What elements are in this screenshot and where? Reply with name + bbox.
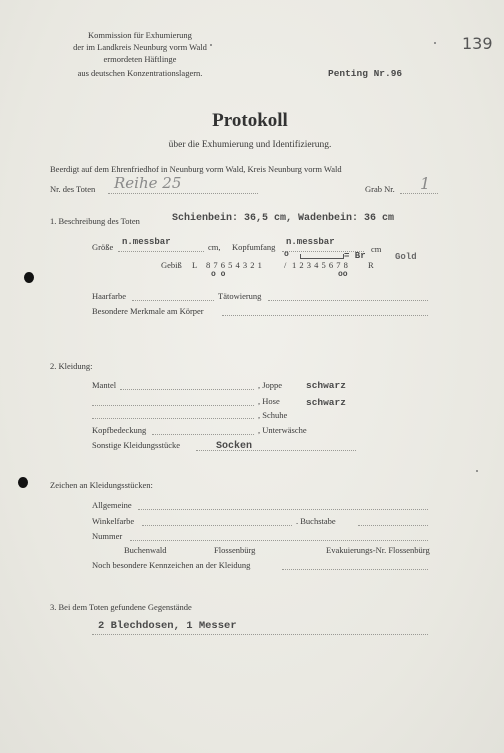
headwear-line: [152, 434, 254, 435]
teeth-right-numbers: 1 2 3 4 5 6 7 8: [292, 260, 349, 270]
number-line: [130, 540, 428, 541]
other-marks-label: Noch besondere Kennzeichen an der Kleidung: [92, 560, 251, 570]
dead-number-line: [108, 193, 258, 194]
page-subtitle: über die Exhumierung und Identifizierung.: [168, 140, 332, 150]
head-circumference-label: Kopfumfang: [232, 242, 276, 252]
dead-number-label: Nr. des Toten: [50, 184, 96, 194]
general-label: Allgemeine: [92, 500, 132, 510]
grave-number-line: [400, 193, 438, 194]
found-items-line: [92, 634, 428, 635]
coat-line: [120, 389, 254, 390]
page-number: 139: [462, 34, 493, 53]
org-line-3: ermordeten Häftlinge: [103, 54, 177, 64]
general-line: [138, 509, 428, 510]
letter-label: . Buchstabe: [296, 516, 336, 526]
teeth-right-label: R: [368, 260, 374, 270]
punch-hole-bottom: [18, 477, 28, 488]
size-value: n.messbar: [122, 237, 171, 247]
grave-number-value: 1: [420, 174, 431, 193]
trousers-line-left: [92, 405, 254, 406]
page-title: Protokoll: [212, 110, 288, 131]
paper-speck: [210, 44, 212, 46]
head-circumference-value: n.messbar: [286, 237, 335, 247]
teeth-separator: /: [284, 260, 287, 270]
lower-teeth-marks-left: o o: [211, 270, 226, 279]
section3-heading: 3. Bei dem Toten gefundene Gegenstände: [50, 602, 192, 612]
shoes-label: , Schuhe: [258, 410, 288, 420]
paper-speck: [476, 470, 478, 472]
size-label: Größe: [92, 242, 114, 252]
hair-color-label: Haarfarbe: [92, 291, 126, 301]
hair-color-line: [132, 300, 214, 301]
special-marks-label: Besondere Merkmale am Körper: [92, 306, 204, 316]
burial-text: Beerdigt auf dem Ehrenfriedhof in Neunburg vorm Wald, Kreis Neunburg vorm Wald: [50, 164, 342, 174]
org-line-4: aus deutschen Konzentrationslagern.: [77, 68, 203, 78]
org-line-2: der im Landkreis Neunburg vorm Wald: [73, 42, 207, 52]
teeth-label: Gebiß: [161, 260, 182, 270]
other-marks-line: [282, 569, 428, 570]
size-line: [118, 251, 204, 252]
section1-heading: 1. Beschreibung des Toten: [50, 216, 140, 226]
paper-speck: [434, 42, 436, 44]
letter-line: [358, 525, 428, 526]
headwear-label: Kopfbedeckung: [92, 425, 147, 435]
tattoo-label: Tätowierung: [218, 291, 262, 301]
upper-teeth-marks: o: [284, 250, 289, 259]
jacket-value: schwarz: [306, 380, 346, 391]
gold-value: Gold: [395, 252, 417, 262]
reference-number: Penting Nr.96: [328, 68, 403, 79]
head-unit: cm: [371, 244, 382, 254]
buchenwald-label: Buchenwald: [124, 545, 167, 555]
coat-label: Mantel: [92, 380, 117, 390]
teeth-left-label: L: [192, 260, 198, 270]
teeth-left-numbers: 8 7 6 5 4 3 2 1: [206, 260, 263, 270]
bridge-bracket: [300, 254, 344, 259]
size-unit: cm,: [208, 242, 221, 252]
dead-number-value: Reihe 25: [114, 174, 182, 192]
flossenbuerg-label: Flossenbürg: [214, 545, 256, 555]
section2-heading: 2. Kleidung:: [50, 361, 93, 371]
evacuation-number-label: Evakuierungs-Nr. Flossenbürg: [326, 545, 430, 555]
tattoo-line: [268, 300, 428, 301]
bridge-mark: = Br: [344, 251, 366, 261]
trousers-value: schwarz: [306, 397, 346, 408]
jacket-label: , Joppe: [258, 380, 283, 390]
marks-heading: Zeichen an Kleidungsstücken:: [50, 480, 153, 490]
number-label: Nummer: [92, 531, 123, 541]
other-clothing-value: Socken: [216, 441, 253, 452]
underwear-label: , Unterwäsche: [258, 425, 307, 435]
punch-hole-top: [24, 272, 34, 283]
grave-number-label: Grab Nr.: [365, 184, 395, 194]
other-clothing-label: Sonstige Kleidungsstücke: [92, 440, 181, 450]
lower-teeth-marks-right: oo: [338, 270, 348, 279]
org-line-1: Kommission für Exhumierung: [88, 30, 192, 40]
trousers-label: , Hose: [258, 396, 280, 406]
special-marks-line: [222, 315, 428, 316]
section1-heading-value: Schienbein: 36,5 cm, Wadenbein: 36 cm: [172, 213, 395, 224]
found-items-value: 2 Blechdosen, 1 Messer: [98, 620, 237, 632]
angle-color-line: [142, 525, 292, 526]
angle-color-label: Winkelfarbe: [92, 516, 135, 526]
shoes-line-left: [92, 418, 254, 419]
